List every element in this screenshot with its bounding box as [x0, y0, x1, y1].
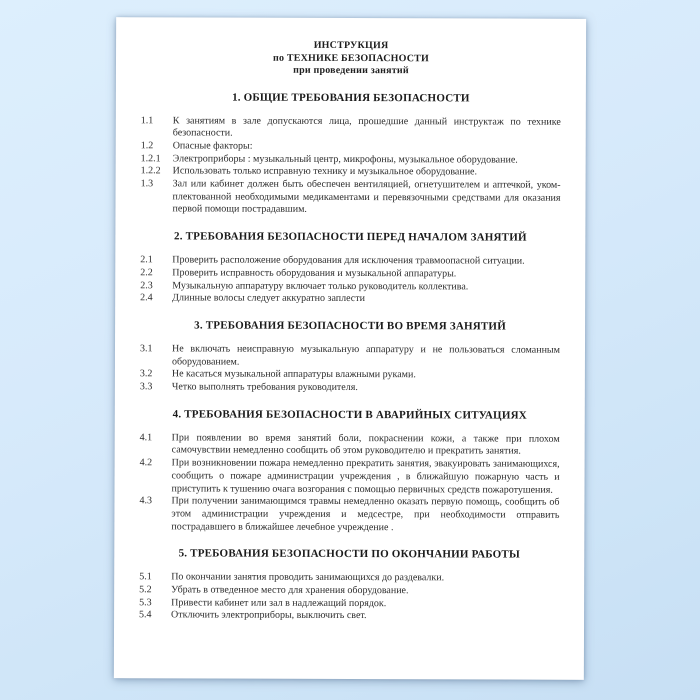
- item-number: 4.2: [139, 457, 153, 469]
- list-item: [140, 343, 560, 370]
- document-title: [141, 39, 561, 78]
- item-text: Музыкальную аппаратуру включает только руководитель коллектива.: [172, 279, 469, 292]
- document-sections: [139, 91, 561, 624]
- list-item: [141, 115, 561, 142]
- item-text: Убрать в отведенное место для хранения оборудование.: [171, 584, 409, 597]
- item-text: Электроприборы : музыкальный центр, микрофоны, музыкальное оборудование.: [172, 152, 518, 166]
- list-item: [139, 610, 559, 624]
- item-text: Зал или кабинет должен быть обеспечен вентиляцией, огнетушителем и аптечкой, укомплектованной необходимыми медикаментами и перевязочными средствами для оказания первой помощи пострадавшим.: [172, 178, 561, 216]
- list-item: [139, 496, 559, 536]
- section-items: [140, 254, 560, 306]
- item-text: Привести кабинет или зал в надлежащий порядок.: [171, 597, 387, 609]
- section-heading: 3. ТРЕБОВАНИЯ БЕЗОПАСНОСТИ ВО ВРЕМЯ ЗАНЯТИЙ: [194, 319, 506, 333]
- item-text: Четко выполнять требования руководителя.: [171, 381, 358, 394]
- section-heading: 2. ТРЕБОВАНИЯ БЕЗОПАСНОСТИ ПЕРЕД НАЧАЛОМ ЗАНЯТИЙ: [174, 230, 527, 244]
- item-number: 3.1: [139, 343, 153, 355]
- item-number: 1.2: [140, 140, 154, 152]
- document-section: [140, 230, 560, 306]
- section-heading: 4. ТРЕБОВАНИЯ БЕЗОПАСНОСТИ В АВАРИЙНЫХ СИТУАЦИЯХ: [172, 408, 527, 422]
- item-text: При появлении во время занятий боли, покраснении кожи, а также при плохом самочувствии немедленно сообщить об этом руководителю и прекратить занятия.: [171, 432, 560, 458]
- section-heading: 5. ТРЕБОВАНИЯ БЕЗОПАСНОСТИ ПО ОКОНЧАНИИ РАБОТЫ: [178, 547, 521, 561]
- item-text: При получении занимающимся травмы немедленно оказать первую помощь, сообщить об этом администрации учреждения и медсестре, при необходимости отправить пострадавшего в ближайшее лечебное учреждение .: [171, 495, 560, 533]
- item-text: Не касаться музыкальной аппаратуры влажными руками.: [171, 368, 416, 381]
- item-number: 1.1: [140, 114, 154, 126]
- item-text: Длинные волосы следует аккуратно заплести: [172, 292, 366, 305]
- item-text: При возникновении пожара немедленно прекратить занятия, эвакуировать занимающихся, сообщить о пожаре администрации учреждения , в ближайшую пожарную часть и приступить к тушению очага возгорания с помощью первичных средств пожаротушения.: [171, 457, 560, 496]
- item-number: 5.3: [139, 597, 152, 609]
- document-page: [114, 17, 586, 680]
- item-number: 2.4: [140, 292, 153, 304]
- section-items: [140, 115, 560, 218]
- item-text: Отключить электроприборы, выключить свет.: [171, 609, 367, 622]
- item-number: 1.3: [140, 178, 154, 190]
- item-number: 2.2: [140, 267, 153, 279]
- document-section: [139, 408, 559, 535]
- document-title-line-2: по ТЕХНИКЕ БЕЗОПАСНОСТИ: [273, 52, 430, 64]
- item-number: 2.1: [140, 254, 153, 266]
- item-number: 4.3: [139, 495, 152, 507]
- item-number: 1.2.2: [140, 165, 161, 177]
- item-number: 1.2.1: [140, 152, 161, 164]
- item-text: Использовать только исправную технику и музыкальное оборудование.: [172, 165, 478, 178]
- document-section: [139, 548, 559, 624]
- item-number: 3.2: [139, 368, 153, 380]
- item-text: Проверить расположение оборудования для исключения травмоопасной ситуации.: [172, 254, 525, 267]
- list-item: [140, 293, 560, 307]
- list-item: [139, 457, 559, 497]
- section-items: [140, 343, 560, 395]
- item-text: Проверить исправность оборудования и музыкальной аппаратуры.: [172, 267, 457, 280]
- item-text: По окончании занятия проводить занимающихся до раздевалки.: [171, 571, 445, 584]
- item-number: 3.3: [139, 381, 153, 393]
- section-items: [139, 572, 559, 624]
- item-text: К занятиям в зале допускаются лица, прошедшие данный инструктаж по технике безопасности.: [172, 114, 561, 139]
- item-number: 5.2: [139, 584, 152, 596]
- list-item: [140, 381, 560, 395]
- list-item: [140, 178, 560, 218]
- document-section: [140, 319, 560, 395]
- item-number: 2.3: [140, 279, 153, 291]
- section-heading: 1. ОБЩИЕ ТРЕБОВАНИЯ БЕЗОПАСНОСТИ: [232, 91, 470, 104]
- list-item: [140, 432, 560, 459]
- item-number: 5.4: [139, 609, 152, 621]
- document-title-line-3: при проведении занятий: [293, 64, 409, 77]
- section-items: [139, 432, 559, 535]
- document-section: [140, 91, 560, 218]
- document-title-line-1: ИНСТРУКЦИЯ: [313, 39, 389, 52]
- item-number: 4.1: [139, 432, 153, 444]
- item-text: Опасные факторы:: [172, 140, 253, 152]
- item-number: 5.1: [139, 571, 152, 583]
- item-text: Не включать неисправную музыкальную аппаратуру и не пользоваться сломанным оборудованием.: [171, 343, 561, 368]
